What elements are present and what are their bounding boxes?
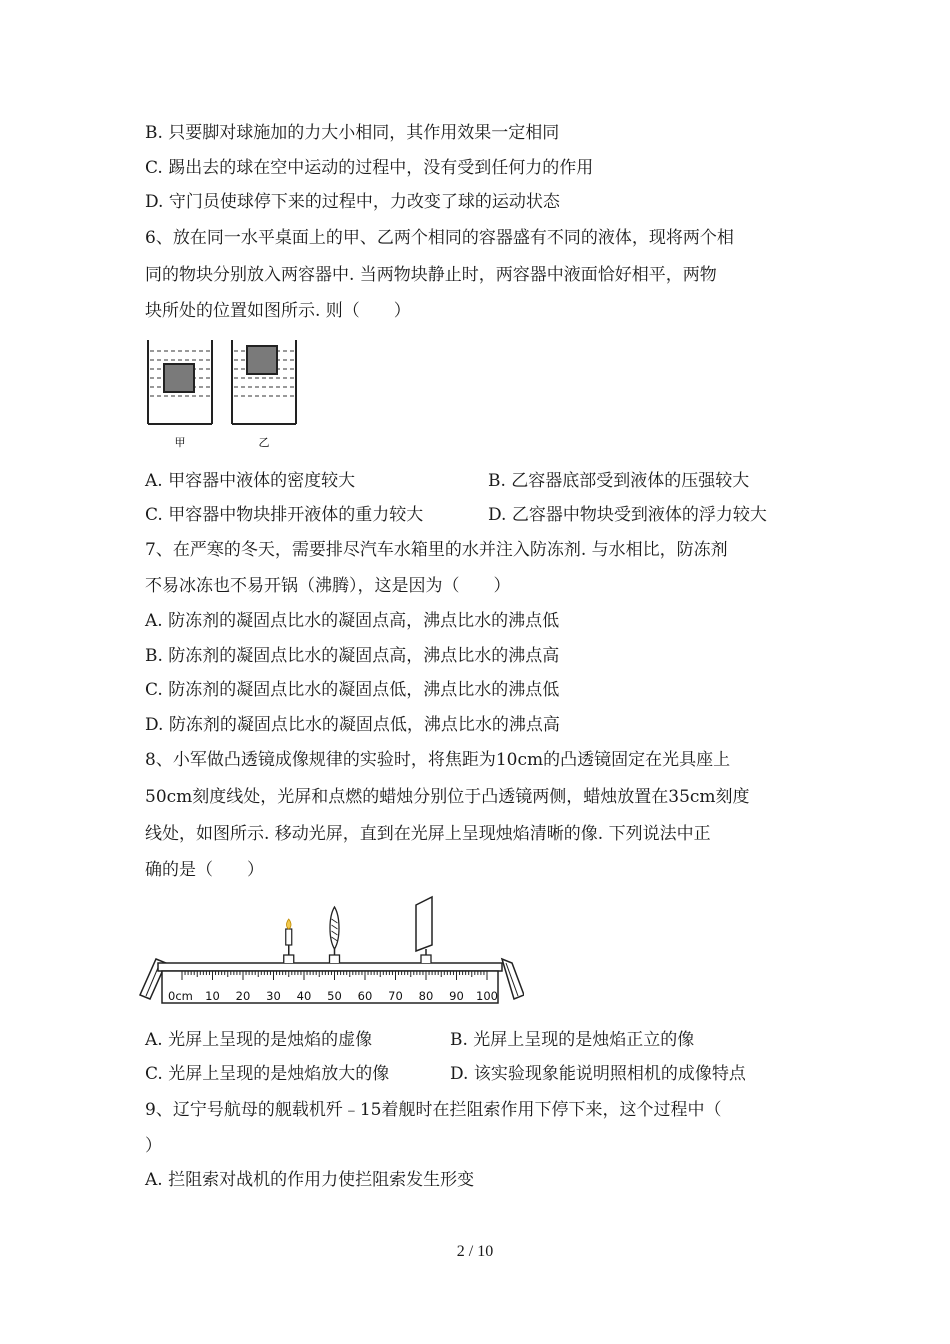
scale-tick-label: 60 xyxy=(357,989,373,1003)
scale-tick-label: 80 xyxy=(418,989,434,1003)
scale-tick-label: 50 xyxy=(327,989,342,1003)
optical-bench-figure xyxy=(138,893,524,1005)
q8-stem-line1: 8、小军做凸透镜成像规律的实验时，将焦距为10cm的凸透镜固定在光具座上 xyxy=(145,750,731,770)
bench-right-leg xyxy=(502,959,524,999)
scale-tick-label: 20 xyxy=(235,989,251,1003)
scale-tick-label: 70 xyxy=(388,989,403,1003)
scale-tick-label: 90 xyxy=(449,989,464,1003)
page-number: 2 / 10 xyxy=(456,1243,494,1260)
candle-holder xyxy=(284,955,294,963)
convex-lens xyxy=(330,907,340,963)
block-yi xyxy=(247,346,277,374)
q7-stem-line2: 不易冰冻也不易开锅（沸腾），这是因为（ ） xyxy=(145,576,511,596)
scale-tick-label: 30 xyxy=(266,989,281,1003)
q7-stem-line1: 7、在严寒的冬天，需要排尽汽车水箱里的水并注入防冻剂. 与水相比，防冻剂 xyxy=(145,540,728,560)
scale-unit-label: 0cm xyxy=(168,989,193,1003)
q7-option-d: D. 防冻剂的凝固点比水的凝固点低，沸点比水的沸点高 xyxy=(145,715,560,735)
q7-option-b: B. 防冻剂的凝固点比水的凝固点高，沸点比水的沸点高 xyxy=(145,646,560,666)
container-jia xyxy=(148,340,212,424)
block-jia xyxy=(164,364,194,392)
containers-figure xyxy=(140,336,310,452)
q7-option-c: C. 防冻剂的凝固点比水的凝固点低，沸点比水的沸点低 xyxy=(145,680,560,700)
scale-tick-label: 10 xyxy=(205,989,220,1003)
label-yi: 乙 xyxy=(258,436,270,449)
q9-stem-line2: ） xyxy=(145,1136,162,1156)
bench-rail xyxy=(158,963,502,971)
q6-option-b: B. 乙容器底部受到液体的压强较大 xyxy=(488,471,750,491)
q6-stem-line2: 同的物块分别放入两容器中. 当两物块静止时，两容器中液面恰好相平，两物 xyxy=(145,265,717,285)
q8-option-b: B. 光屏上呈现的是烛焰正立的像 xyxy=(450,1030,695,1050)
q6-option-d: D. 乙容器中物块受到液体的浮力较大 xyxy=(488,505,767,525)
screen-holder xyxy=(421,955,431,963)
q5-option-b: B. 只要脚对球施加的力大小相同，其作用效果一定相同 xyxy=(145,123,560,143)
lens-holder xyxy=(330,955,340,963)
candle xyxy=(284,919,294,963)
q6-stem-line3: 块所处的位置如图所示. 则（ ） xyxy=(145,301,411,321)
q8-stem-line3: 线处，如图所示. 移动光屏，直到在光屏上呈现烛焰清晰的像. 下列说法中正 xyxy=(145,824,711,844)
candle-flame xyxy=(287,919,292,929)
container-yi xyxy=(232,340,296,424)
q8-stem-line2: 50cm刻度线处，光屏和点燃的蜡烛分别位于凸透镜两侧，蜡烛放置在35cm刻度 xyxy=(145,787,750,807)
q6-stem-line1: 6、放在同一水平桌面上的甲、乙两个相同的容器盛有不同的液体，现将两个相 xyxy=(145,228,734,248)
label-jia: 甲 xyxy=(174,436,186,449)
q8-option-d: D. 该实验现象能说明照相机的成像特点 xyxy=(450,1064,746,1084)
scale-tick-label: 100 xyxy=(476,989,498,1003)
q8-option-c: C. 光屏上呈现的是烛焰放大的像 xyxy=(145,1064,390,1084)
q9-stem-line1: 9、辽宁号航母的舰载机歼﹣15着舰时在拦阻索作用下停下来，这个过程中（ xyxy=(145,1100,722,1120)
q7-option-a: A. 防冻剂的凝固点比水的凝固点高，沸点比水的沸点低 xyxy=(145,611,560,631)
q6-option-a: A. 甲容器中液体的密度较大 xyxy=(145,471,356,491)
scale-tick-label: 40 xyxy=(296,989,312,1003)
q9-option-a: A. 拦阻索对战机的作用力使拦阻索发生形变 xyxy=(145,1170,475,1190)
q5-option-d: D. 守门员使球停下来的过程中，力改变了球的运动状态 xyxy=(145,192,560,212)
q6-option-c: C. 甲容器中物块排开液体的重力较大 xyxy=(145,505,424,525)
light-screen xyxy=(416,897,432,963)
q8-stem-line4: 确的是（ ） xyxy=(145,860,264,880)
q8-option-a: A. 光屏上呈现的是烛焰的虚像 xyxy=(145,1030,373,1050)
q5-option-c: C. 踢出去的球在空中运动的过程中，没有受到任何力的作用 xyxy=(145,158,594,178)
